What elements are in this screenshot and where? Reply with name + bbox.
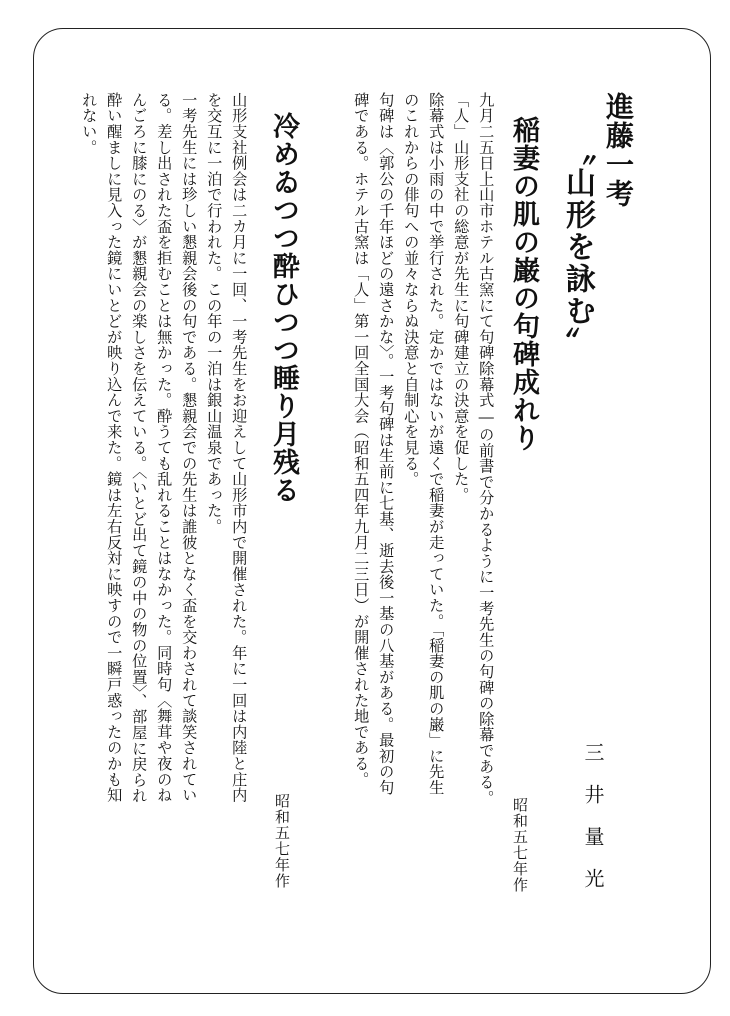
haiku-1: 稲妻の肌の巌の句碑成れり bbox=[508, 116, 539, 452]
commentary-2-line: 一考先生には珍しい懇親会後の句である。懇親会での先生は誰彼となく盃を交わされて談笑されてい bbox=[180, 92, 199, 803]
commentary-1-line: 句碑は〈郭公の千年ほどの遠さかな〉。一考句碑は生前に七基、逝去後一基の八基がある。最初の句 bbox=[377, 92, 396, 796]
commentary-2-line: れない。 bbox=[80, 92, 99, 156]
commentary-1-line: のこれからの俳句への並々ならぬ決意と自制心を見る。 bbox=[402, 92, 421, 487]
commentary-2-line: を交互に一泊で行われた。この年の一泊は銀山温泉であった。 bbox=[205, 92, 224, 535]
commentary-2-line: 酔い醒ましに見入った鏡にいとどが映り込んで来た。鏡は左右反対に映すので一瞬戸惑ったのかも知 bbox=[105, 92, 124, 803]
commentary-1-line: 除幕式は小雨の中で挙行された。定かではないが遠くで稲妻が走っていた。「稲妻の肌の巌」に先生 bbox=[427, 92, 446, 796]
haiku-1-year: 昭和五七年作 bbox=[511, 797, 529, 893]
commentary-2-line: 山形支社例会は二カ月に一回、一考先生をお迎えして山形市内で開催された。年に一回は内陸と庄内 bbox=[230, 92, 249, 803]
byline-author: 三井量光 bbox=[581, 742, 605, 910]
article-title: 〝山形を詠む〟 bbox=[560, 135, 595, 359]
commentary-1-line: 碑である。ホテル古窯は「人」第一回全国大会（昭和五四年九月二三日）が開催された地である。 bbox=[352, 92, 371, 788]
article-author-title: 進藤一考 bbox=[602, 92, 635, 208]
haiku-2: 冷めゐつつ酔ひつつ睡り月残る bbox=[268, 112, 299, 504]
commentary-1-line: 「人」山形支社の総意が先生に句碑建立の決意を促した。 bbox=[452, 92, 471, 503]
commentary-2-line: んごろに膝にのる〉が懇親会の楽しさを伝えている。〈いとど出て鏡の中の物の位置〉、部屋に戻られ bbox=[130, 92, 149, 804]
commentary-1-line: 九月二五日上山市ホテル古窯にて句碑除幕式―の前書で分かるように一考先生の句碑の除幕である。 bbox=[477, 92, 496, 806]
commentary-2-line: る。差し出された盃を拒むことは無かった。酔うても乱れることはなかった。同時句〈舞茸や夜のね bbox=[155, 92, 174, 803]
haiku-2-year: 昭和五七年作 bbox=[273, 793, 291, 889]
